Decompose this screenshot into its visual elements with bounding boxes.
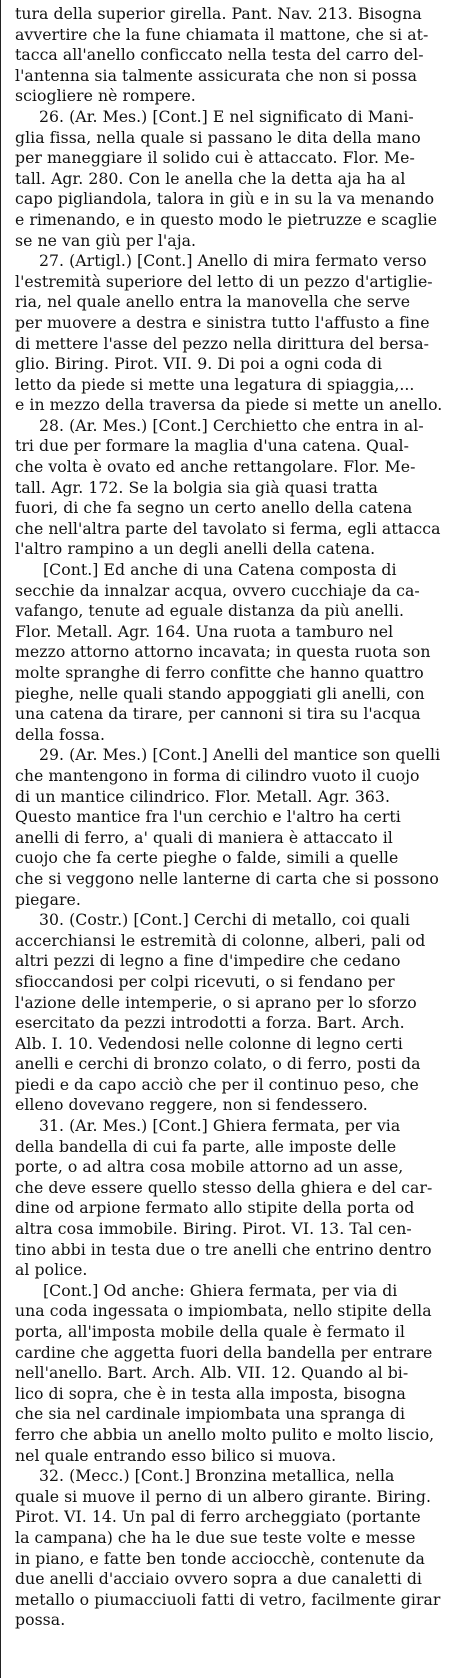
text-line: dine od arpione fermato allo stipite della porta od — [15, 1198, 415, 1218]
text-line: molte spranghe di ferro confitte che hanno quattro — [15, 663, 424, 682]
text-line: Flor. Metall. Agr. 164. Una ruota a tamburo nel — [15, 621, 394, 641]
text-line: [Cont.] Od anche: Ghiera fermata, per via di — [43, 1280, 398, 1300]
text-line: sfioccandosi per colpi ricevuti, o si fendano per — [15, 971, 395, 991]
text-line: mezzo attorno attorno incavata; in questa ruota son — [15, 642, 431, 662]
text-line: 30. (Costr.) [Cont.] Cerchi di metallo, coi quali — [39, 910, 411, 930]
text-line: l'azione delle intemperie, o si aprano per lo sforzo — [15, 992, 417, 1012]
text-line: e rimenando, e in questo modo le pietruzze e scaglie — [15, 209, 438, 229]
text-line: l'antenna sia talmente assicurata che non si possa — [15, 65, 417, 85]
text-line: piegare. — [15, 889, 81, 909]
text-line: la campana) che ha le due sue teste volte e messe — [15, 1527, 416, 1547]
text-line: Pirot. VI. 14. Un pal di ferro archeggiato (portante — [15, 1507, 421, 1527]
text-line: tino abbi in testa due o tre anelli che entrino dentro — [15, 1239, 432, 1259]
text-line: letto da piede si mette una legatura di spiaggia,... — [15, 374, 415, 394]
text-line: una catena da tirare, per cannoni si tira su l'acqua — [15, 704, 421, 724]
text-line: fuori, di che fa segno un certo anello della catena — [15, 498, 413, 518]
text-line: 29. (Ar. Mes.) [Cont.] Anelli del mantice son quelli — [39, 745, 441, 765]
text-line: se ne van giù per l'aja. — [15, 230, 197, 250]
text-line: tall. Agr. 172. Se la bolgia sia già quasi tratta — [15, 477, 378, 497]
text-line: altri pezzi di legno a fine d'impedire che cedano — [15, 951, 401, 971]
text-line: 27. (Artigl.) [Cont.] Anello di mira fermato verso — [39, 251, 427, 271]
text-line: possa. — [15, 1610, 66, 1630]
text-line: secchie da innalzar acqua, ovvero cucchiaje da ca- — [15, 580, 420, 600]
text-line: che sia nel cardinale impiombata una spranga di — [15, 1404, 406, 1424]
text-line: una coda ingessata o impiombata, nello stipite della — [15, 1301, 432, 1321]
text-line: quale si muove il perno di un albero girante. Biring. — [15, 1486, 432, 1506]
text-line: vafango, tenute ad eguale distanza da più anelli. — [15, 601, 404, 621]
text-line: due anelli d'acciaio ovvero sopra a due canaletti di — [15, 1569, 422, 1589]
text-line: capo pigliandola, talora in giù e in su la va menando — [15, 189, 435, 209]
text-line: 31. (Ar. Mes.) [Cont.] Ghiera fermata, per via — [39, 1116, 401, 1136]
text-line: glio. Biring. Pirot. VII. 9. Di poi a ogni coda di — [15, 354, 383, 374]
text-line: lico di sopra, che è in testa alla imposta, bisogna — [15, 1383, 406, 1403]
text-line: glia fissa, nella quale si passano le dita della mano — [15, 127, 421, 147]
text-line: porte, o ad altra cosa mobile attorno ad un asse, — [15, 1157, 404, 1177]
text-line: cardine che aggetta fuori della bandella per entrare — [15, 1342, 433, 1362]
text-line: in piano, e fatte ben tonde acciocchè, contenute da — [15, 1548, 425, 1568]
text-line: tacca all'anello conficcato nella testa del carro del- — [15, 45, 424, 65]
text-line: e in mezzo della traversa da piede si mette un anello. — [15, 395, 443, 415]
text-line: altra cosa immobile. Biring. Pirot. VI. 13. Tal cen- — [15, 1219, 412, 1239]
text-line: pieghe, nelle quali stando appoggiati gli anelli, con — [15, 683, 425, 703]
text-line: 32. (Mecc.) [Cont.] Bronzina metallica, nella — [39, 1466, 395, 1486]
text-line: tura della superior girella. Pant. Nav. 213. Bisogna — [15, 4, 422, 23]
text-line: che nell'altra parte del tavolato si ferma, egli attacca — [15, 518, 441, 538]
text-line: di un mantice cilindrico. Flor. Metall. Agr. 363. — [15, 786, 390, 806]
text-line: cuojo che fa certe pieghe o falde, simili a quelle — [15, 848, 399, 868]
text-line: tri due per formare la maglia d'una catena. Qual- — [15, 436, 409, 456]
text-line: elleno dovevano reggere, non si fendessero. — [15, 1095, 368, 1115]
text-line: anelli e cerchi di bronzo colato, o di ferro, posti da — [15, 1054, 421, 1074]
text-line: piedi e da capo acciò che per il continuo peso, che — [15, 1074, 419, 1094]
text-line: porta, all'imposta mobile della quale è fermato il — [15, 1322, 405, 1341]
text-line: per maneggiare il solido cui è attaccato. Flor. Me- — [15, 148, 415, 168]
text-line: l'altro rampino a un degli anelli della catena. — [15, 539, 376, 559]
text-line: che mantengono in forma di cilindro vuoto il cuojo — [15, 765, 420, 785]
text-line: accerchiansi le estremità di colonne, alberi, pali od — [15, 930, 426, 950]
text-line: avvertire che la fune chiamata il mattone, che si at- — [15, 24, 429, 44]
text-line: l'estremità superiore del letto di un pezzo d'artiglie- — [15, 271, 433, 291]
text-line: ria, nel quale anello entra la manovella che serve — [15, 292, 411, 312]
text-line: nel quale entrando esso bilico si muova. — [15, 1445, 337, 1465]
text-line: anelli di ferro, a' quali di maniera è attaccato il — [15, 827, 393, 847]
text-line: di mettere l'asse del pezzo nella dirittura del bersa- — [15, 333, 429, 353]
text-column — [15, 4, 470, 1631]
text-line: sciogliere nè rompere. — [15, 86, 196, 106]
text-line: tall. Agr. 280. Con le anella che la detta aja ha al — [15, 168, 406, 188]
text-line: che volta è ovato ed anche rettangolare. Flor. Me- — [15, 457, 416, 477]
text-line: che deve essere quello stesso della ghiera e del car- — [15, 1177, 433, 1197]
text-line: al police. — [15, 1260, 88, 1280]
text-line: [Cont.] Ed anche di una Catena composta di — [43, 560, 397, 580]
text-line: 28. (Ar. Mes.) [Cont.] Cerchietto che entra in al- — [39, 415, 424, 435]
text-line: Questo mantice fra l'un cerchio e l'altro ha certi — [15, 807, 401, 827]
text-line: metallo o piumacciuoli fatti di vetro, facilmente girar — [15, 1589, 441, 1609]
text-line: 26. (Ar. Mes.) [Cont.] E nel significato di Mani- — [39, 106, 414, 126]
text-line: della bandella di cui fa parte, alle imposte delle — [15, 1136, 397, 1156]
text-line: della fossa. — [15, 724, 105, 744]
text-line: esercitato da pezzi introdotti a forza. Bart. Arch. — [15, 1013, 405, 1033]
text-line: Alb. I. 10. Vedendosi nelle colonne di legno certi — [15, 1033, 403, 1053]
text-line: che si veggono nelle lanterne di carta che si possono — [15, 868, 439, 888]
text-line: ferro che abbia un anello molto pulito e molto liscio, — [15, 1424, 435, 1444]
text-line: per muovere a destra e sinistra tutto l'affusto a fine — [15, 312, 430, 332]
text-line: nell'anello. Bart. Arch. Alb. VII. 12. Quando al bi- — [15, 1363, 409, 1383]
